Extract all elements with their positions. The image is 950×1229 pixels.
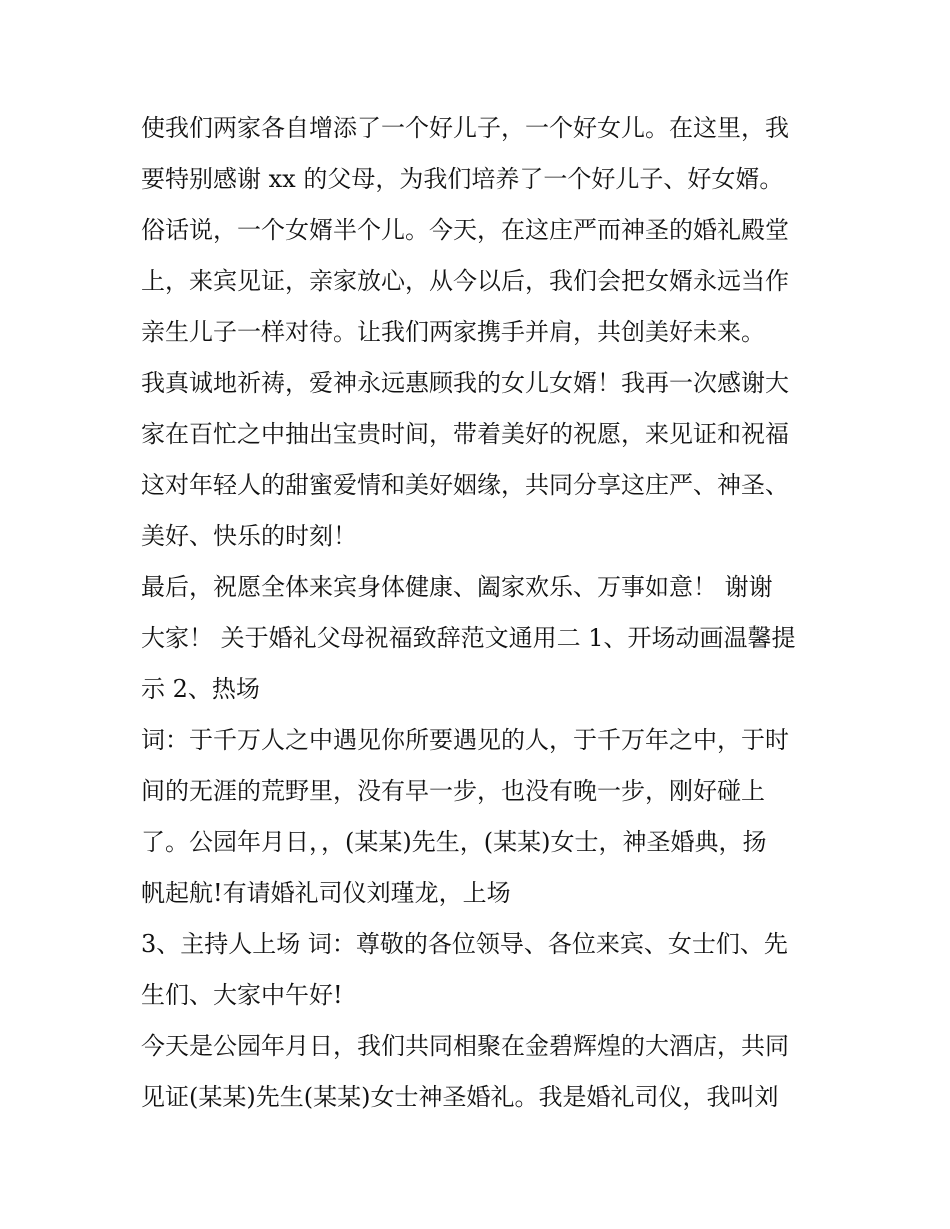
text-line: 这对年轻人的甜蜜爱情和美好姻缘，共同分享这庄严、神圣、	[141, 471, 789, 499]
text-line: 见证(某某)先生(某某)女士神圣婚礼。我是婚礼司仪，我叫刘	[141, 1083, 779, 1111]
text-line: 了。公园年月日，，(某某)先生，(某某)女士，神圣婚典，扬	[141, 828, 767, 856]
text-line: 生们、大家中午好!	[141, 981, 343, 1009]
text-line: 俗话说，一个女婿半个儿。今天，在这庄严而神圣的婚礼殿堂	[141, 216, 789, 244]
text-line: 示 2、热场	[141, 675, 260, 703]
text-line: 最后，祝愿全体来宾身体健康、阖家欢乐、万事如意！ 谢谢	[141, 573, 773, 601]
text-line: 3、主持人上场 词：尊敬的各位领导、各位来宾、女士们、先	[141, 930, 788, 958]
text-line: 要特别感谢 xx 的父母，为我们培养了一个好儿子、好女婿。	[141, 165, 784, 193]
text-line: 使我们两家各自增添了一个好儿子，一个好女儿。在这里，我	[141, 114, 789, 142]
text-line: 美好、快乐的时刻！	[141, 522, 357, 550]
text-line: 帆起航!有请婚礼司仪刘瑾龙，上场	[141, 879, 511, 907]
text-line: 间的无涯的荒野里，没有早一步，也没有晚一步，刚好碰上	[141, 777, 765, 805]
text-line: 我真诚地祈祷，爱神永远惠顾我的女儿女婿！我再一次感谢大	[141, 369, 789, 397]
text-line: 家在百忙之中抽出宝贵时间，带着美好的祝愿，来见证和祝福	[141, 420, 789, 448]
text-line: 上，来宾见证，亲家放心，从今以后，我们会把女婿永远当作	[141, 267, 789, 295]
text-line: 词：于千万人之中遇见你所要遇见的人，于千万年之中，于时	[141, 726, 789, 754]
text-line: 今天是公园年月日，我们共同相聚在金碧辉煌的大酒店，共同	[141, 1032, 789, 1060]
text-line: 亲生儿子一样对待。让我们两家携手并肩，共创美好未来。	[141, 318, 765, 346]
body-text	[141, 103, 821, 1123]
text-line: 大家！ 关于婚礼父母祝福致辞范文通用二 1、开场动画温馨提	[141, 624, 796, 652]
